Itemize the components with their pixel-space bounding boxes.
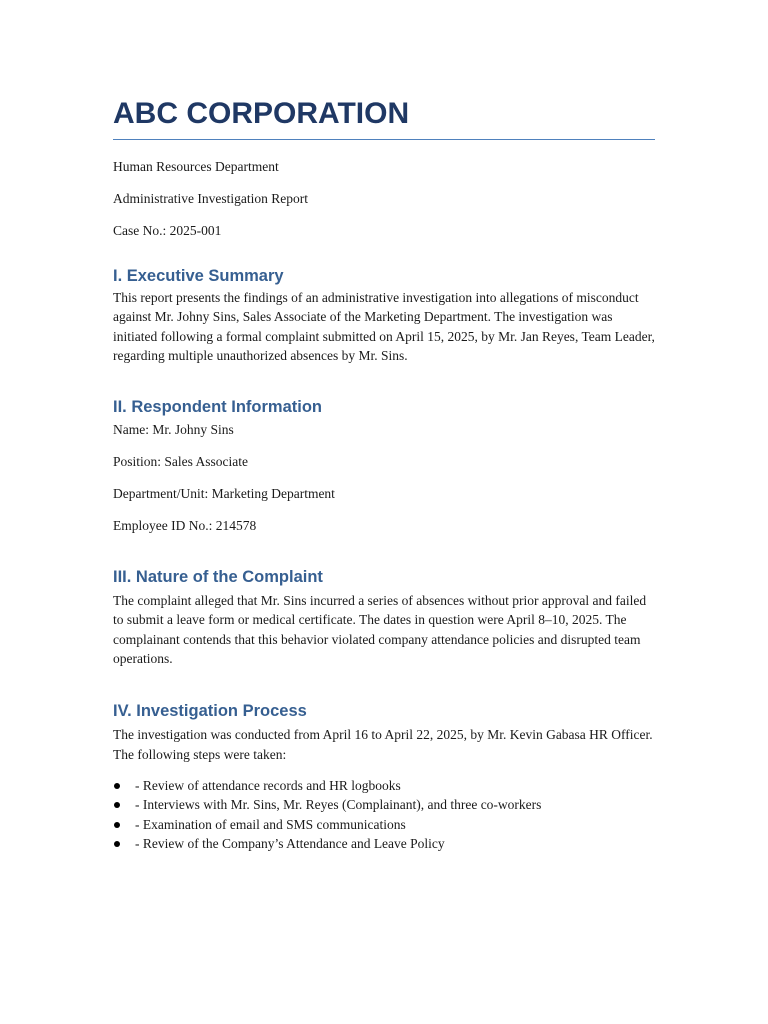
list-item bbox=[113, 776, 655, 795]
investigation-body: The investigation was conducted from April 16 to April 22, 2025, by Mr. Kevin Gabasa HR Officer. The following steps were taken: bbox=[113, 727, 653, 762]
respondent-name: Name: Mr. Johny Sins bbox=[113, 422, 234, 438]
nature-of-complaint-heading: III. Nature of the Complaint bbox=[113, 568, 323, 587]
report-type-line: Administrative Investigation Report bbox=[113, 191, 308, 206]
list-item-text: - Review of the Company’s Attendance and Leave Policy bbox=[135, 835, 445, 851]
document-title: ABC CORPORATION bbox=[113, 96, 655, 140]
investigation-process-heading: IV. Investigation Process bbox=[113, 702, 307, 721]
executive-summary-body: This report presents the findings of an administrative investigation into allegations of misconduct against Mr. Johny Sins, Sales Associate of the Marketing Department. The investigation was initiated following a formal complaint submitted on April 15, 2025, by Mr. Jan Reyes, Team Leader, regarding multiple unauthorized absences by Mr. Sins. bbox=[113, 290, 655, 363]
list-item-text: - Review of attendance records and HR logbooks bbox=[135, 777, 401, 793]
respondent-position: Position: Sales Associate bbox=[113, 454, 248, 470]
bullet-icon bbox=[114, 802, 120, 808]
list-item-text: - Interviews with Mr. Sins, Mr. Reyes (Complainant), and three co-workers bbox=[135, 797, 542, 813]
list-item bbox=[113, 815, 655, 834]
department-line: Human Resources Department bbox=[113, 159, 279, 174]
respondent-department: Department/Unit: Marketing Department bbox=[113, 486, 335, 502]
case-number-line: Case No.: 2025-001 bbox=[113, 223, 222, 238]
list-item bbox=[113, 834, 655, 853]
respondent-information-heading: II. Respondent Information bbox=[113, 398, 322, 417]
complaint-body: The complaint alleged that Mr. Sins incurred a series of absences without prior approval and failed to submit a leave form or medical certificate. The dates in question were April 8–10, 2025. The complainant contends that this behavior violated company attendance policies and disrupted team operations. bbox=[113, 593, 647, 667]
respondent-employee-id: Employee ID No.: 214578 bbox=[113, 518, 257, 534]
document-page bbox=[113, 96, 655, 853]
list-item-text: - Examination of email and SMS communications bbox=[135, 816, 406, 832]
executive-summary-heading: I. Executive Summary bbox=[113, 267, 284, 285]
list-item bbox=[113, 795, 655, 814]
bullet-icon bbox=[114, 841, 120, 847]
bullet-icon bbox=[114, 783, 120, 789]
bullet-icon bbox=[114, 822, 120, 828]
investigation-steps-list bbox=[113, 776, 655, 853]
